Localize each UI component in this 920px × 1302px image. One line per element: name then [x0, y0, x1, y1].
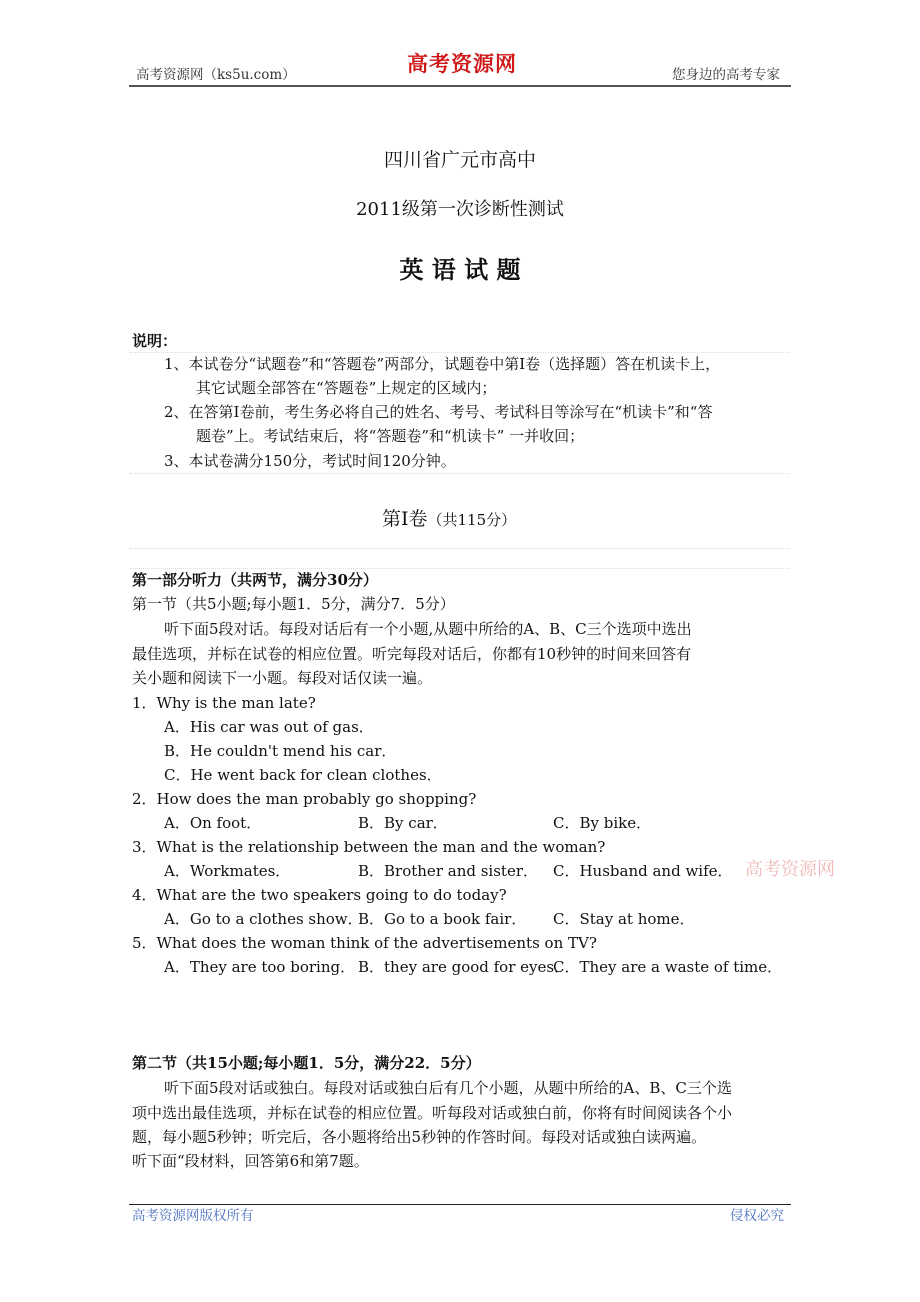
volume-score: （共115分）: [427, 511, 517, 529]
q2-option-c: C．By bike．: [553, 814, 652, 832]
header-site: 高考资源网（ks5u.com）: [136, 67, 296, 83]
q2-option-b: B．By car．: [358, 814, 448, 832]
question-1: 1．Why is the man late?: [132, 694, 316, 712]
q4-option-c: C．Stay at home．: [553, 910, 695, 928]
section1-heading: 第一节（共5小题;每小题1．5分，满分7．5分）: [132, 595, 455, 613]
q1-option-b: B．He couldn't mend his car．: [164, 742, 397, 760]
question-5: 5．What does the woman think of the advertisements on TV?: [132, 934, 597, 952]
instruction-1-cont: 其它试题全部答在“答题卷”上规定的区域内；: [196, 379, 497, 397]
q1-option-c: C．He went back for clean clothes．: [164, 766, 442, 784]
instruction-2-cont: 题卷”上。考试结束后，将“答题卷”和“机读卡” 一并收回；: [196, 427, 585, 445]
q5-option-c: C．They are a waste of time．: [553, 958, 783, 976]
q2-option-a: A．On foot．: [164, 814, 262, 832]
header-logo: 高考资源网: [407, 51, 517, 76]
dotted-rule: [130, 548, 790, 549]
q1-option-a: A．His car was out of gas．: [164, 718, 374, 736]
volume-title: 第Ⅰ卷: [382, 508, 428, 530]
section2-directions-1: 听下面5段对话或独白。每段对话或独白后有几个小题，从题中所给的A、B、C三个选: [164, 1079, 732, 1097]
dotted-rule: [130, 352, 790, 353]
q3-option-c: C．Husband and wife．: [553, 862, 733, 880]
header-rule: [129, 85, 791, 87]
instruction-3: 3、本试卷满分150分，考试时间120分钟。: [164, 452, 456, 470]
q3-option-a: A．Workmates．: [164, 862, 291, 880]
part1-directions-2: 最佳选项，并标在试卷的相应位置。听完每段对话后，你都有10秒钟的时间来回答有: [132, 645, 692, 663]
instruction-1: 1、本试卷分“试题卷”和“答题卷”两部分，试题卷中第I卷（选择题）答在机读卡上，: [164, 355, 721, 373]
dotted-rule: [130, 568, 790, 569]
title-exam: 2011级第一次诊断性测试: [356, 199, 564, 220]
instruction-2: 2、在答第I卷前，考生务必将自己的姓名、考号、考试科目等涂写在“机读卡”和“答: [164, 403, 713, 421]
part1-heading: 第一部分听力（共两节，满分30分）: [132, 571, 378, 589]
q4-option-a: A．Go to a clothes show．: [164, 910, 363, 928]
q5-option-b: B．they are good for eyes．: [358, 958, 570, 976]
q5-option-a: A．They are too boring．: [164, 958, 356, 976]
footer-rule: [129, 1204, 791, 1205]
footer-copyright: 高考资源网版权所有: [132, 1208, 254, 1224]
dotted-rule: [130, 473, 790, 474]
footer-notice: 侵权必究: [730, 1208, 784, 1224]
question-4: 4．What are the two speakers going to do today?: [132, 886, 507, 904]
header-slogan: 您身边的高考专家: [672, 67, 780, 83]
part1-directions-1: 听下面5段对话。每段对话后有一个小题,从题中所给的A、B、C三个选项中选出: [164, 620, 692, 638]
section2-directions-3: 题，每小题5秒钟；听完后，各小题将给出5秒钟的作答时间。每段对话或独白读两遍。: [132, 1128, 707, 1146]
watermark: 高考资源网: [745, 859, 835, 880]
q3-option-b: B．Brother and sister．: [358, 862, 538, 880]
question-3: 3．What is the relationship between the man and the woman?: [132, 838, 606, 856]
q4-option-b: B．Go to a book fair．: [358, 910, 527, 928]
section2-directions-4: 听下面“段材料，回答第6和第7题。: [132, 1152, 369, 1170]
question-2: 2．How does the man probably go shopping?: [132, 790, 477, 808]
part1-directions-3: 关小题和阅读下一小题。每段对话仅读一遍。: [132, 669, 433, 687]
section2-directions-2: 项中选出最佳选项，并标在试卷的相应位置。听每段对话或独白前，你将有时间阅读各个小: [132, 1104, 733, 1122]
section2-heading: 第二节（共15小题;每小题1．5分，满分22．5分）: [132, 1054, 481, 1072]
title-subject: 英 语 试 题: [399, 256, 521, 284]
instructions-heading: 说明：: [132, 332, 178, 350]
volume-heading: [382, 506, 516, 533]
title-school: 四川省广元市高中: [383, 149, 536, 171]
